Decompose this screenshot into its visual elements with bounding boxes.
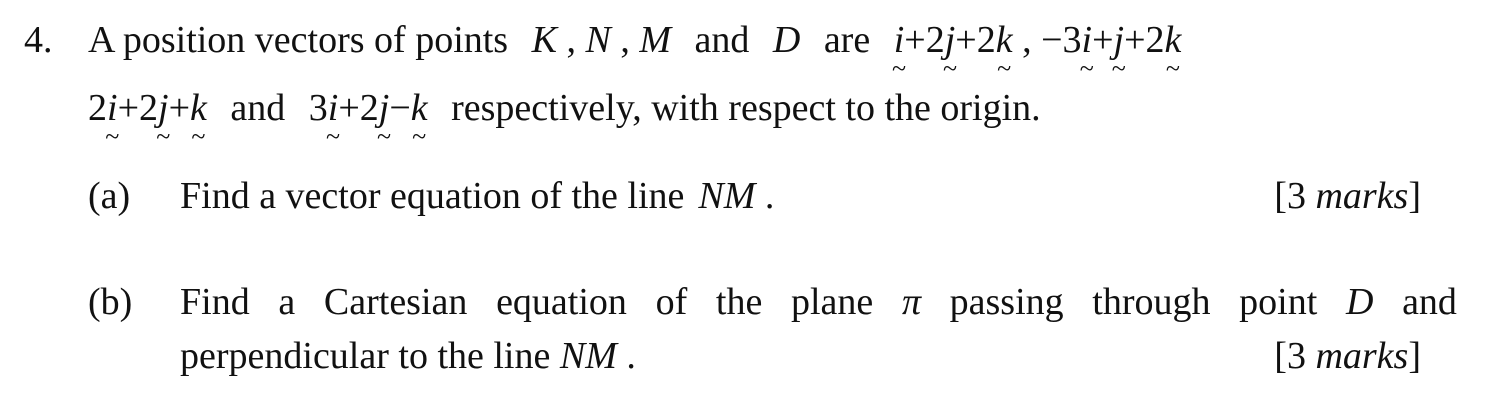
vector-n: −3i ~+j ~+2k ~ — [1041, 19, 1181, 61]
point-m: M — [639, 19, 671, 61]
part-a-text: Find a vector equation of the line NM . — [180, 175, 775, 217]
tail-text: respectively, with respect to the origin. — [451, 87, 1041, 129]
part-b-text-line-2: perpendicular to the line NM . — [180, 335, 636, 377]
point-k: K — [531, 19, 557, 61]
question-line-2 — [88, 86, 1041, 130]
pi-symbol: π — [901, 281, 921, 323]
part-a-label: (a) — [88, 175, 131, 217]
point-d-ref: D — [1345, 281, 1374, 323]
part-b-marks: [3 marks] — [1274, 335, 1421, 377]
and-word-2: and — [230, 87, 286, 129]
vector-k: i ~+2j ~+2k ~ — [894, 19, 1013, 61]
point-n: N — [585, 19, 611, 61]
intro-text: A position vectors of points — [88, 19, 509, 61]
line-nm-b: NM — [559, 335, 617, 377]
part-b-text-line-1: Find a Cartesian equation of the plane π passing through point D and — [180, 281, 1457, 323]
part-b-label: (b) — [88, 281, 133, 323]
question-number: 4. — [24, 19, 53, 61]
line-nm: NM — [698, 175, 756, 217]
vector-m: 2i ~+2j ~+k ~ — [88, 87, 207, 129]
point-d: D — [772, 19, 801, 61]
question-line-1: A position vectors of points K , N , M and D are i ~+2j ~+2k ~ , −3i ~+j ~+2k ~ — [88, 18, 1181, 62]
vector-d: 3i ~+2j ~−k ~ — [309, 87, 428, 129]
and-word: and — [694, 19, 750, 61]
part-a-marks: [3 marks] — [1274, 175, 1421, 217]
are-word: are — [823, 19, 871, 61]
